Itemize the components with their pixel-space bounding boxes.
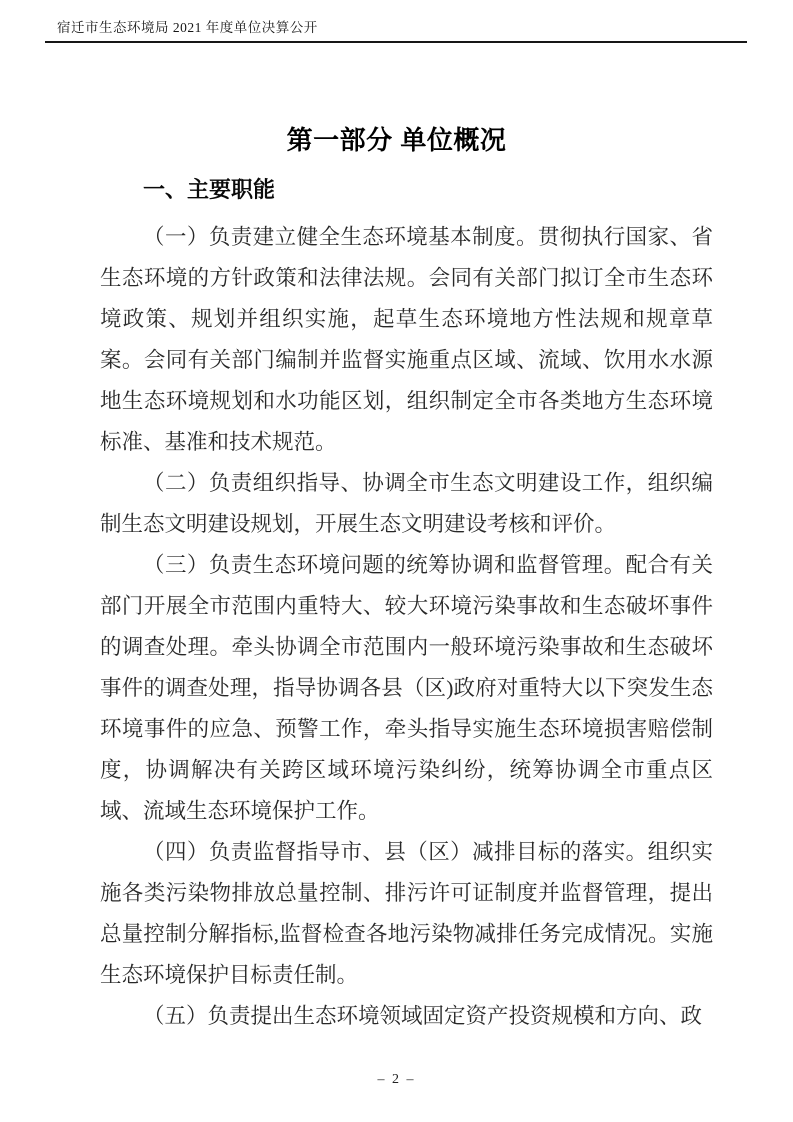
page-number: – 2 – [377, 1072, 416, 1087]
running-header-title: 宿迁市生态环境局 2021 年度单位决算公开 [57, 20, 318, 35]
page-footer [0, 1072, 793, 1088]
paragraph-5: （五）负责提出生态环境领域固定资产投资规模和方向、政 [143, 1004, 703, 1028]
paragraph-3: （三）负责生态环境问题的统筹协调和监督管理。配合有关部门开展全市范围内重特大、较大环境污染事故和生态破坏事件的调查处理。牵头协调全市范围内一般环境污染事故和生态破坏事件的调查处理，指导协调各县（区)政府对重特大以下突发生态环境事件的应急、预警工作，牵头指导实施生态环境损害赔偿制度，协调解决有关跨区域环境污染纠纷，统筹协调全市重点区域、流域生态环境保护工作。 [100, 553, 713, 823]
paragraph-1: （一）负责建立健全生态环境基本制度。贯彻执行国家、省生态环境的方针政策和法律法规。会同有关部门拟订全市生态环境政策、规划并组织实施，起草生态环境地方性法规和规章草案。会同有关部门编制并监督实施重点区域、流域、饮用水水源地生态环境规划和水功能区划，组织制定全市各类地方生态环境标准、基准和技术规范。 [100, 225, 713, 454]
page-title: 第一部分 单位概况 [286, 125, 507, 155]
document-content [100, 217, 713, 1037]
section-heading: 一、主要职能 [143, 177, 276, 202]
paragraph-4: （四）负责监督指导市、县（区）减排目标的落实。组织实施各类污染物排放总量控制、排污许可证制度并监督管理，提出总量控制分解指标,监督检查各地污染物减排任务完成情况。实施生态环境保护目标责任制。 [100, 840, 713, 987]
paragraph-2: （二）负责组织指导、协调全市生态文明建设工作，组织编制生态文明建设规划，开展生态文明建设考核和评价。 [100, 471, 713, 536]
page-header [45, 0, 747, 43]
